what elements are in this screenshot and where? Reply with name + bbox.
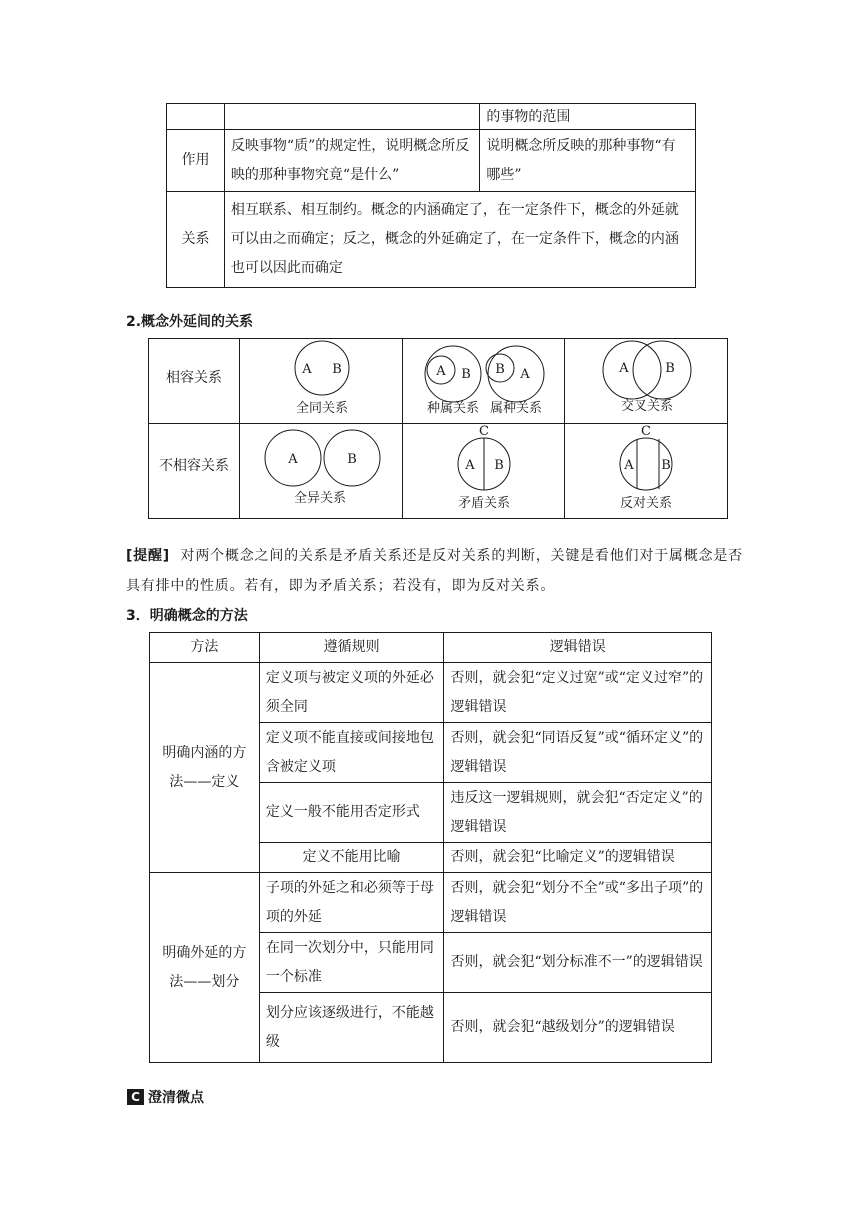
subordination-diagram: [425, 346, 544, 416]
overlap-circle-a: [603, 341, 661, 399]
contrary-c: C: [641, 424, 651, 439]
rule-cell: 定义项与被定义项的外延必须全同: [259, 663, 444, 723]
genus-b: B: [495, 362, 505, 377]
overlap-circle-b: [633, 341, 691, 399]
tip-text: 对两个概念之间的关系是矛盾关系还是反对关系的判断，关键是看他们对于属概念是否具有排中的性质。若有，即为矛盾关系；若没有，即为反对关系。: [126, 548, 743, 594]
table1-row0-left: [224, 104, 480, 130]
contradiction-a: A: [465, 458, 475, 473]
species-outer-circle: [425, 346, 481, 402]
genus-a: A: [520, 367, 530, 382]
section2-title: 2.概念外延间的关系: [126, 314, 254, 330]
contrary-b: B: [661, 458, 671, 473]
concept-table: [166, 103, 696, 288]
table1-row1-right: 说明概念所反映的那种事物“有哪些”: [480, 130, 696, 192]
overlap-caption: 交叉关系: [620, 399, 674, 414]
contrary-caption: 反对关系: [619, 496, 673, 511]
disjoint-diagram: [265, 430, 380, 506]
error-cell: 否则，就会犯“同语反复”或“循环定义”的逻辑错误: [444, 723, 712, 783]
compatible-label: 相容关系: [166, 370, 222, 386]
species-b: B: [461, 367, 471, 382]
contradiction-b: B: [494, 458, 504, 473]
overlap-diagram: [603, 341, 691, 414]
methods-table: [149, 632, 712, 1063]
identity-caption: 全同关系: [295, 401, 349, 416]
table1-row1-label: 作用: [167, 130, 225, 192]
section3-title: 3．明确概念的方法: [126, 608, 248, 624]
header-rule: 遵循规则: [259, 633, 444, 663]
rule-cell: 定义不能用比喻: [259, 843, 444, 873]
clarify-title: 澄清微点: [148, 1090, 204, 1106]
contrary-diagram: [620, 424, 672, 511]
tip-label: [提醒]: [126, 548, 170, 564]
disjoint-b: B: [347, 452, 357, 467]
table1-row2-text: 相互联系、相互制约。概念的内涵确定了，在一定条件下，概念的外延就可以由之而确定；反之，概念的外延确定了，在一定条件下，概念的内涵也可以因此而确定: [224, 192, 695, 288]
clarify-heading: [127, 1087, 204, 1107]
error-cell: 否则，就会犯“划分标准不一”的逻辑错误: [444, 933, 712, 993]
identity-diagram: [295, 341, 349, 416]
disjoint-caption: 全异关系: [293, 491, 347, 506]
identity-a: A: [302, 362, 312, 377]
identity-b: B: [332, 362, 342, 377]
contradiction-caption: 矛盾关系: [457, 496, 511, 511]
c-badge-icon: C: [127, 1089, 144, 1105]
rule-cell: 子项的外延之和必须等于母项的外延: [259, 873, 444, 933]
group-division: 明确外延的方法——划分: [150, 873, 260, 1063]
species-caption: 种属关系: [426, 401, 480, 416]
error-cell: 否则，就会犯“划分不全”或“多出子项”的逻辑错误: [444, 873, 712, 933]
rule-cell: 定义项不能直接或间接地包含被定义项: [259, 723, 444, 783]
rule-cell: 在同一次划分中，只能用同一个标准: [259, 933, 444, 993]
tip-paragraph: [126, 541, 746, 601]
table1-row2-label: 关系: [167, 192, 225, 288]
overlap-b: B: [665, 361, 675, 376]
rule-cell: 定义一般不能用否定形式: [259, 783, 444, 843]
genus-caption: 属种关系: [489, 401, 543, 416]
incompatible-label: 不相容关系: [159, 458, 229, 474]
group-definition: 明确内涵的方法——定义: [150, 663, 260, 873]
error-cell: 违反这一逻辑规则，就会犯“否定定义”的逻辑错误: [444, 783, 712, 843]
disjoint-a: A: [288, 452, 298, 467]
table1-row0-label: [167, 104, 225, 130]
contradiction-diagram: [458, 424, 510, 511]
extension-relations-diagram: [148, 338, 730, 522]
header-error: 逻辑错误: [444, 633, 712, 663]
overlap-a: A: [619, 361, 629, 376]
error-cell: 否则，就会犯“定义过宽”或“定义过窄”的逻辑错误: [444, 663, 712, 723]
contrary-a: A: [624, 458, 634, 473]
contradiction-c: C: [479, 424, 489, 439]
header-method: 方法: [150, 633, 260, 663]
rule-cell: 划分应该逐级进行，不能越级: [259, 993, 444, 1063]
table1-row1-left: 反映事物“质”的规定性，说明概念所反映的那种事物究竟“是什么”: [224, 130, 480, 192]
table1-row0-right: 的事物的范围: [480, 104, 696, 130]
error-cell: 否则，就会犯“越级划分”的逻辑错误: [444, 993, 712, 1063]
error-cell: 否则，就会犯“比喻定义”的逻辑错误: [444, 843, 712, 873]
species-a: A: [436, 364, 446, 379]
